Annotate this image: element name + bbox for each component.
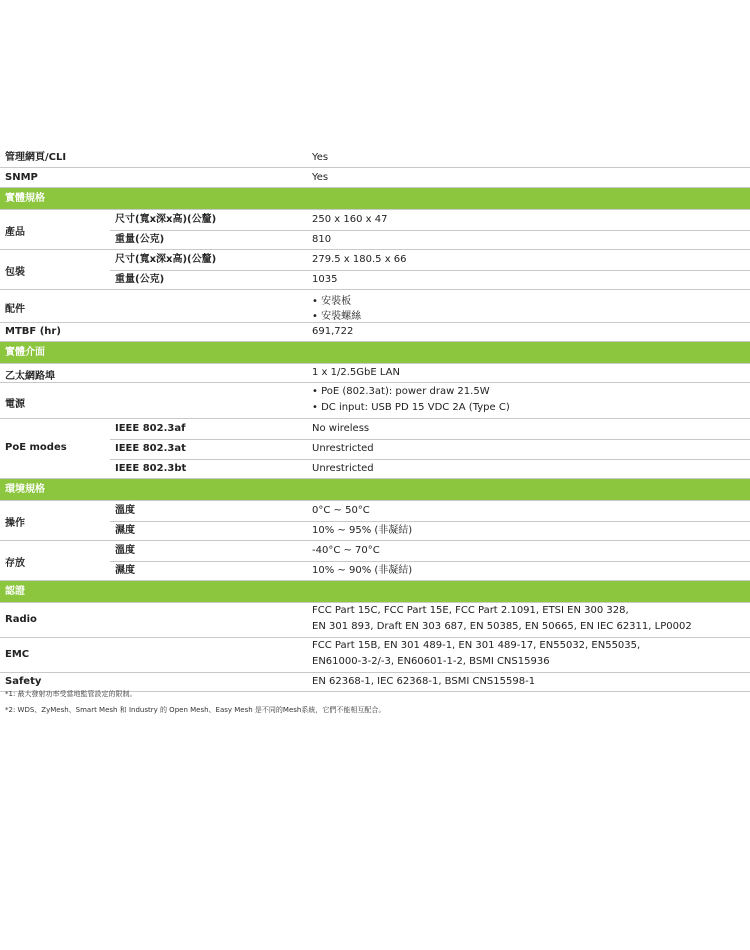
row-label: Safety xyxy=(5,676,42,687)
section-header-environment: 環境規格 xyxy=(0,479,750,501)
row-label: Radio xyxy=(5,614,37,625)
row-value: 250 x 160 x 47 xyxy=(312,214,388,225)
row-value: Unrestricted xyxy=(312,463,374,474)
sub-label: 尺寸(寬x深x高)(公釐) xyxy=(115,254,217,265)
row-operating xyxy=(0,501,750,541)
divider xyxy=(110,439,750,440)
list-item: • 安裝螺絲 xyxy=(312,311,362,322)
row-label: 存放 xyxy=(5,558,25,569)
row-label: 操作 xyxy=(5,518,25,529)
footnote: *2: WDS、ZyMesh、Smart Mesh 和 Industry 的 Open Mesh、Easy Mesh 是不同的Mesh系統，它們不能相互配合。 xyxy=(5,706,386,714)
row-label: PoE modes xyxy=(5,442,67,453)
sub-label: 濕度 xyxy=(115,565,135,576)
row-poe-modes xyxy=(0,419,750,479)
sub-label: IEEE 802.3bt xyxy=(115,463,187,474)
row-storage xyxy=(0,541,750,581)
row-value: 0°C ~ 50°C xyxy=(312,505,370,516)
row-power xyxy=(0,383,750,419)
divider xyxy=(110,230,750,231)
row-label: 配件 xyxy=(5,304,25,315)
row-value: Yes xyxy=(312,152,329,163)
row-label: 產品 xyxy=(5,227,25,238)
row-mgmt xyxy=(0,148,750,168)
row-product xyxy=(0,210,750,250)
row-value: Yes xyxy=(312,172,329,183)
row-value: Unrestricted xyxy=(312,443,374,454)
row-value: -40°C ~ 70°C xyxy=(312,545,380,556)
sub-label: 溫度 xyxy=(115,505,135,516)
row-mtbf xyxy=(0,323,750,342)
divider xyxy=(110,459,750,460)
row-value: 691,722 xyxy=(312,326,354,337)
row-emc xyxy=(0,638,750,673)
divider xyxy=(110,521,750,522)
divider xyxy=(110,561,750,562)
row-value: 1 x 1/2.5GbE LAN xyxy=(312,367,400,378)
section-header-physical: 實體規格 xyxy=(0,188,750,210)
row-value-line: EN61000-3-2/-3, EN60601-1-2, BSMI CNS15936 xyxy=(312,656,550,667)
sub-label: IEEE 802.3at xyxy=(115,443,186,454)
section-header-certification: 認證 xyxy=(0,581,750,603)
sub-label: 濕度 xyxy=(115,525,135,536)
sub-label: 重量(公克) xyxy=(115,274,165,285)
row-ethernet xyxy=(0,364,750,383)
row-accessories xyxy=(0,290,750,323)
row-package xyxy=(0,250,750,290)
list-item: • DC input: USB PD 15 VDC 2A (Type C) xyxy=(312,402,510,413)
sub-label: 尺寸(寬x深x高)(公釐) xyxy=(115,214,217,225)
row-value: 10% ~ 90% (非凝結) xyxy=(312,565,413,576)
row-value: No wireless xyxy=(312,423,370,434)
footnotes xyxy=(5,686,385,718)
row-label: 電源 xyxy=(5,399,25,410)
list-item: • PoE (802.3at): power draw 21.5W xyxy=(312,386,490,397)
row-label: EMC xyxy=(5,649,30,660)
spec-table xyxy=(0,148,750,692)
row-label: 包裝 xyxy=(5,267,25,278)
row-label: MTBF (hr) xyxy=(5,326,61,337)
sub-label: 溫度 xyxy=(115,545,135,556)
row-value: 10% ~ 95% (非凝結) xyxy=(312,525,413,536)
row-value-line: FCC Part 15B, EN 301 489-1, EN 301 489-17, EN55032, EN55035, xyxy=(312,640,641,651)
row-label: 乙太網路埠 xyxy=(5,371,55,382)
section-header-interface: 實體介面 xyxy=(0,342,750,364)
sub-label: IEEE 802.3af xyxy=(115,423,186,434)
sub-label: 重量(公克) xyxy=(115,234,165,245)
row-snmp xyxy=(0,168,750,188)
row-value: 279.5 x 180.5 x 66 xyxy=(312,254,407,265)
divider xyxy=(110,270,750,271)
row-radio xyxy=(0,603,750,638)
list-item: • 安裝板 xyxy=(312,296,352,307)
row-value-line: FCC Part 15C, FCC Part 15E, FCC Part 2.1091, ETSI EN 300 328, xyxy=(312,605,629,616)
row-value: 810 xyxy=(312,234,332,245)
row-label: SNMP xyxy=(5,172,38,183)
footnote: *1: 最大發射功率受當地監管設定的限制。 xyxy=(5,690,137,698)
row-value-line: EN 301 893, Draft EN 303 687, EN 50385, EN 50665, EN IEC 62311, LP0002 xyxy=(312,621,692,632)
row-label: 管理網頁/CLI xyxy=(5,152,67,163)
row-value: 1035 xyxy=(312,274,338,285)
row-value: EN 62368-1, IEC 62368-1, BSMI CNS15598-1 xyxy=(312,676,536,687)
